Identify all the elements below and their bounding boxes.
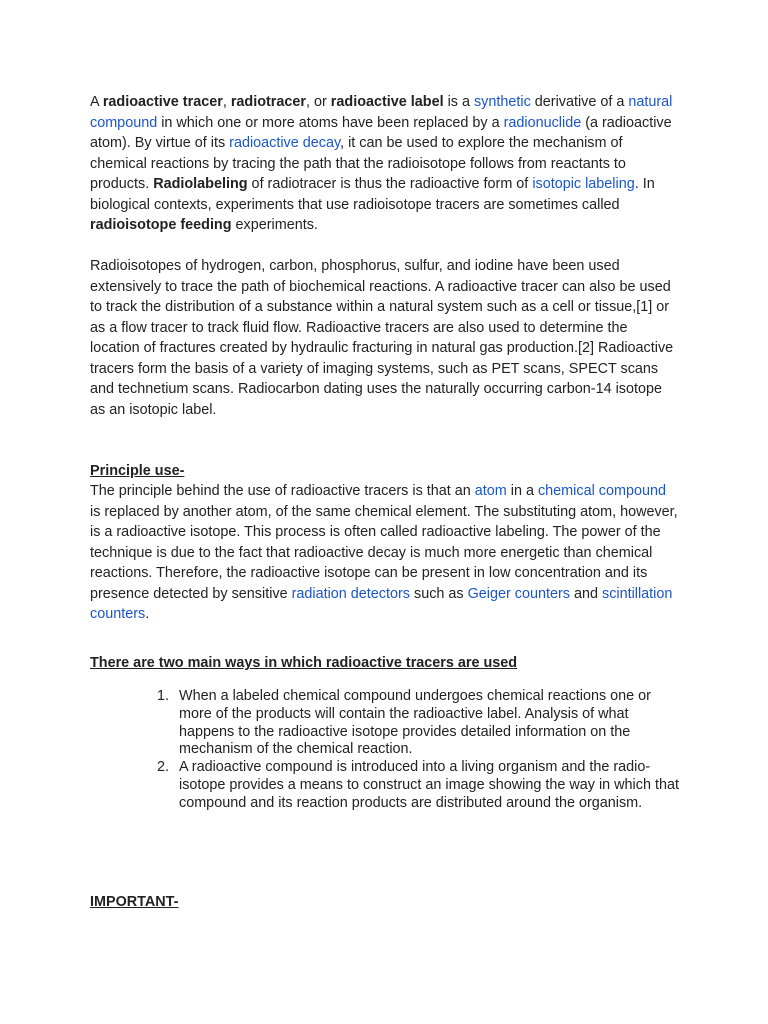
term-radioactive-label: radioactive label xyxy=(330,94,444,110)
text-run: A xyxy=(90,94,103,110)
principle-heading: Principle use- xyxy=(90,463,185,479)
link-radiation-detectors[interactable]: radiation detectors xyxy=(291,585,410,602)
text-run: The principle behind the use of radioactive tracers is that an xyxy=(90,483,475,499)
list-item-text: When a labeled chemical compound undergoes chemical reactions one or more of the products will contain the radioactive label. Analysis of what happens to the radioactive isotope provides detailed information on the mechanism of the chemical reaction. xyxy=(179,688,651,758)
text-run: , or xyxy=(306,94,331,110)
text-run: , xyxy=(222,94,231,110)
term-radioisotope-feeding: radioisotope feeding xyxy=(90,217,232,233)
link-chemical-compound[interactable]: chemical compound xyxy=(537,483,666,499)
applications-paragraph: Radioisotopes of hydrogen, carbon, phosphorus, sulfur, and iodine have been used extensively to trace the path of biochemical reactions. A radioactive tracer can also be used to track the distribution of a substance within a natural system such as a cell or tissue,[1] or as a flow tracer to track fluid flow. Radioactive tracers are also used to determine the location of fractures created by hydraulic fracturing in natural gas production.[2] Radioactive tracers form the basis of a variety of imaging systems, such as PET scans, SPECT scans and technetium scans. Radiocarbon dating uses the naturally occurring carbon-14 isotope as an isotopic label. xyxy=(90,258,674,418)
term-radiotracer: radiotracer xyxy=(230,94,306,110)
text-run: . In biological contexts, experiments that use radioisotope tracers are sometimes called xyxy=(90,176,655,213)
text-run: in which one or more atoms have been replaced by a xyxy=(157,114,504,131)
list-item xyxy=(157,688,679,759)
list-item xyxy=(157,759,679,812)
text-run: and xyxy=(569,585,602,602)
important-heading: IMPORTANT- xyxy=(90,894,179,910)
list-number: 2. xyxy=(157,759,170,776)
list-item-text: A radioactive compound is introduced into a living organism and the radio-isotope provides a means to construct an image showing the way in which that compound and its reaction products are distributed around the organism. xyxy=(179,759,679,811)
intro-paragraph xyxy=(90,92,678,236)
text-run: experiments. xyxy=(231,217,318,233)
two-ways-heading: There are two main ways in which radioactive tracers are used xyxy=(90,655,518,671)
link-natural-compound[interactable]: natural compound xyxy=(90,94,673,131)
text-run: . xyxy=(145,606,150,622)
text-run: is a xyxy=(443,94,474,110)
link-radionuclide[interactable]: radionuclide xyxy=(503,114,582,131)
term-radioactive-tracer: radioactive tracer xyxy=(102,94,223,110)
text-run: such as xyxy=(410,585,468,602)
link-synthetic[interactable]: synthetic xyxy=(473,94,531,110)
text-run: derivative of a xyxy=(530,94,629,110)
link-scintillation-counters[interactable]: scintillation counters xyxy=(90,585,673,622)
link-isotopic-labeling[interactable]: isotopic labeling xyxy=(532,176,635,192)
text-run: is replaced by another atom, of the same chemical element. The substituting atom, however, is a radioactive isotope. This process is often called radioactive labeling. The power of the technique is due to the fact that radioactive decay is much more energetic than chemical reactions. Therefore, the radioactive isotope can be present in low concentration and its presence detected by sensitive xyxy=(90,503,678,602)
tracer-uses-list xyxy=(157,688,679,813)
list-number: 1. xyxy=(157,688,170,704)
link-geiger-counters[interactable]: Geiger counters xyxy=(467,585,570,602)
text-run: , it can be used to explore the mechanism of chemical reactions by tracing the path that the radioisotope follows from reactants to products. xyxy=(90,135,626,192)
text-run: in a xyxy=(506,483,538,499)
principle-paragraph xyxy=(90,481,678,625)
link-atom[interactable]: atom xyxy=(474,483,507,499)
text-run: of radiotracer is thus the radioactive form of xyxy=(247,176,533,192)
term-radiolabeling: Radiolabeling xyxy=(153,176,248,192)
link-radioactive-decay[interactable]: radioactive decay xyxy=(229,135,341,151)
text-run: (a radioactive atom). By virtue of its xyxy=(90,114,672,151)
